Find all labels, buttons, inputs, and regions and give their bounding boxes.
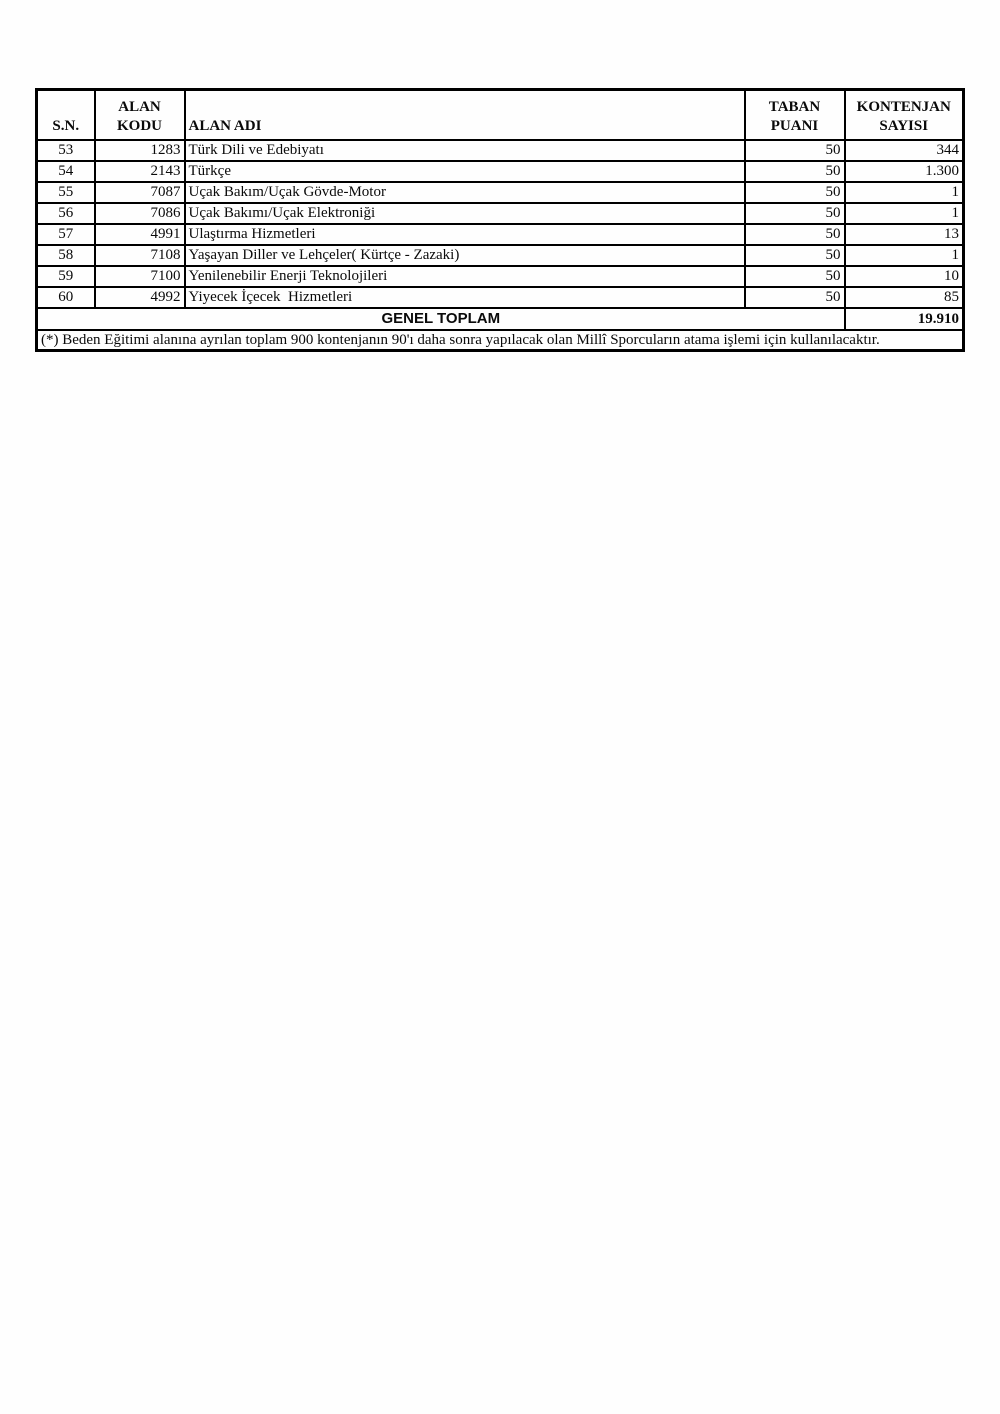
total-value: 19.910 bbox=[845, 308, 964, 330]
cell-taban-puani: 50 bbox=[745, 224, 845, 245]
header-taban-puani: TABAN PUANI bbox=[745, 90, 845, 140]
cell-kontenjan: 1.300 bbox=[845, 161, 964, 182]
header-alan-kodu bbox=[95, 90, 185, 140]
cell-kontenjan: 1 bbox=[845, 203, 964, 224]
cell-alan-adi: Türk Dili ve Edebiyatı bbox=[185, 140, 745, 161]
cell-alan-kodu: 4992 bbox=[95, 287, 185, 308]
table-row bbox=[37, 182, 964, 203]
cell-kontenjan: 1 bbox=[845, 182, 964, 203]
cell-sn: 53 bbox=[37, 140, 95, 161]
header-alan-kodu-label: ALAN KODU bbox=[117, 99, 162, 135]
table-row bbox=[37, 287, 964, 308]
cell-taban-puani: 50 bbox=[745, 245, 845, 266]
cell-kontenjan: 13 bbox=[845, 224, 964, 245]
table-row bbox=[37, 245, 964, 266]
table-row bbox=[37, 140, 964, 161]
cell-alan-adi: Yiyecek İçecek Hizmetleri bbox=[185, 287, 745, 308]
cell-alan-adi: Uçak Bakımı/Uçak Elektroniği bbox=[185, 203, 745, 224]
cell-sn: 57 bbox=[37, 224, 95, 245]
cell-alan-kodu: 2143 bbox=[95, 161, 185, 182]
table-header bbox=[37, 90, 964, 140]
cell-alan-kodu: 7086 bbox=[95, 203, 185, 224]
cell-alan-kodu: 7087 bbox=[95, 182, 185, 203]
footnote-row bbox=[37, 330, 964, 351]
cell-sn: 60 bbox=[37, 287, 95, 308]
cell-taban-puani: 50 bbox=[745, 266, 845, 287]
table-row bbox=[37, 203, 964, 224]
cell-alan-adi: Yenilenebilir Enerji Teknolojileri bbox=[185, 266, 745, 287]
cell-sn: 59 bbox=[37, 266, 95, 287]
cell-alan-kodu: 7108 bbox=[95, 245, 185, 266]
cell-sn: 56 bbox=[37, 203, 95, 224]
header-sn: S.N. bbox=[37, 90, 95, 140]
cell-alan-kodu: 1283 bbox=[95, 140, 185, 161]
cell-alan-kodu: 7100 bbox=[95, 266, 185, 287]
table-body bbox=[37, 140, 964, 308]
table-row bbox=[37, 224, 964, 245]
cell-taban-puani: 50 bbox=[745, 182, 845, 203]
table-row bbox=[37, 161, 964, 182]
cell-taban-puani: 50 bbox=[745, 203, 845, 224]
footnote-text: (*) Beden Eğitimi alanına ayrılan toplam 900 kontenjanın 90'ı daha sonra yapılacak olan Millî Sporcuların atama işlemi için kullanılacaktır. bbox=[37, 330, 964, 351]
cell-sn: 55 bbox=[37, 182, 95, 203]
header-kontenjan-sayisi: KONTENJAN SAYISI bbox=[845, 90, 964, 140]
table-row bbox=[37, 266, 964, 287]
cell-alan-adi: Yaşayan Diller ve Lehçeler( Kürtçe - Zazaki) bbox=[185, 245, 745, 266]
cell-sn: 54 bbox=[37, 161, 95, 182]
table-footer bbox=[37, 308, 964, 351]
total-row bbox=[37, 308, 964, 330]
header-row bbox=[37, 90, 964, 140]
cell-kontenjan: 1 bbox=[845, 245, 964, 266]
cell-kontenjan: 10 bbox=[845, 266, 964, 287]
cell-sn: 58 bbox=[37, 245, 95, 266]
cell-alan-adi: Uçak Bakım/Uçak Gövde-Motor bbox=[185, 182, 745, 203]
cell-taban-puani: 50 bbox=[745, 140, 845, 161]
cell-alan-adi: Ulaştırma Hizmetleri bbox=[185, 224, 745, 245]
header-alan-adi: ALAN ADI bbox=[185, 90, 745, 140]
cell-kontenjan: 85 bbox=[845, 287, 964, 308]
total-label: GENEL TOPLAM bbox=[37, 308, 845, 330]
cell-kontenjan: 344 bbox=[845, 140, 964, 161]
cell-alan-adi: Türkçe bbox=[185, 161, 745, 182]
cell-taban-puani: 50 bbox=[745, 287, 845, 308]
cell-taban-puani: 50 bbox=[745, 161, 845, 182]
cell-alan-kodu: 4991 bbox=[95, 224, 185, 245]
quota-table bbox=[35, 88, 965, 352]
